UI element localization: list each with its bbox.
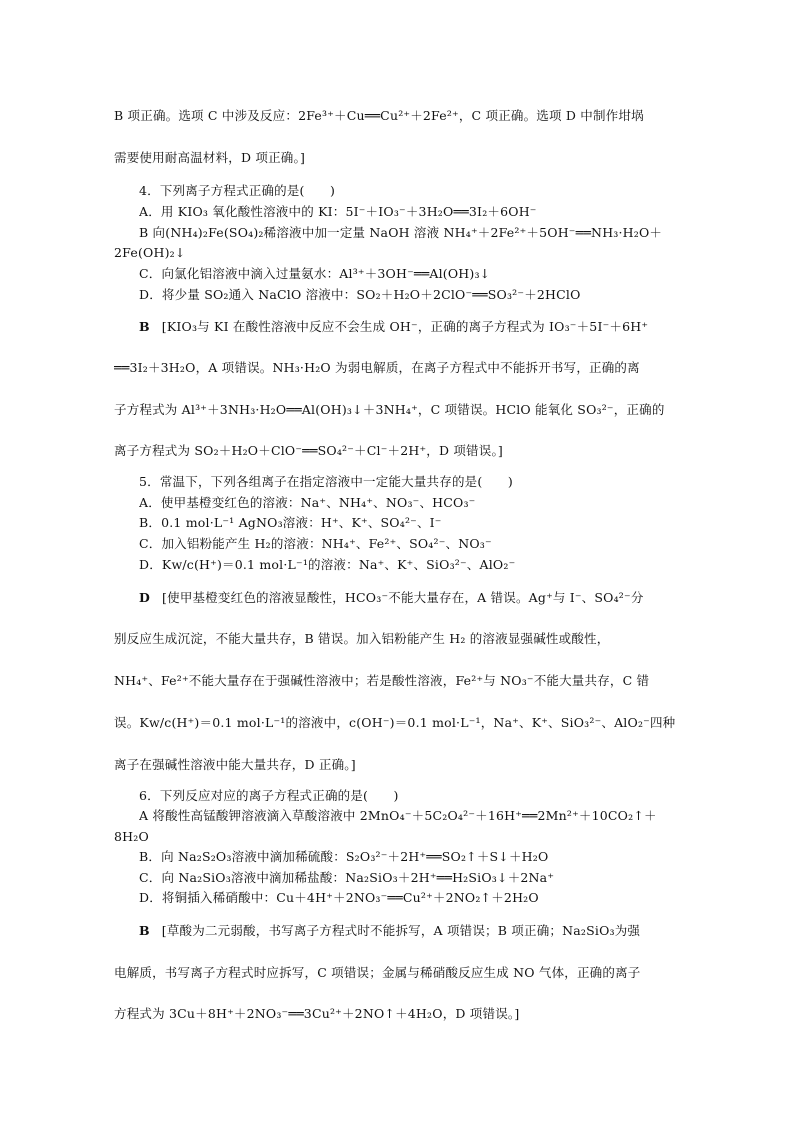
answer-6-letter: B — [139, 923, 150, 938]
answer-4-line: 离子方程式为 SO₂＋H₂O＋ClO⁻══SO₄²⁻＋Cl⁻＋2H⁺，D 项错误。] — [114, 443, 503, 458]
answer-4-line: 子方程式为 Al³⁺＋3NH₃·H₂O══Al(OH)₃↓＋3NH₄⁺，C 项错误。HClO 能氧化 SO₃²⁻，正确的 — [114, 402, 665, 417]
answer-5-line: 别反应生成沉淀，不能大量共存，B 错误。加入铝粉能产生 H₂ 的溶液显强碱性或酸性， — [114, 631, 610, 646]
answer-5-line — [139, 588, 709, 608]
question-6-stem: 6．下列反应对应的离子方程式正确的是( ) — [139, 788, 399, 803]
answer-6-line — [139, 921, 709, 941]
question-5-stem: 5．常温下，下列各组离子在指定溶液中一定能大量共存的是( ) — [139, 474, 513, 489]
answer-5-text: [使甲基橙变红色的溶液显酸性，HCO₃⁻不能大量存在，A 错误。Ag⁺与 I⁻、SO₄²⁻分 — [162, 590, 644, 605]
answer-4-text: [KIO₃与 KI 在酸性溶液中反应不会生成 OH⁻，正确的离子方程式为 IO₃⁻＋5I⁻＋6H⁺ — [161, 319, 649, 334]
answer-5-letter: D — [139, 590, 151, 605]
answer-5-line: NH₄⁺、Fe²⁺不能大量存在于强碱性溶液中；若是酸性溶液，Fe²⁺与 NO₃⁻不能大量共存，C 错 — [114, 673, 650, 688]
answer-6-line: 电解质，书写离子方程式时应拆写，C 项错误；金属与稀硝酸反应生成 NO 气体，正确的离子 — [114, 965, 641, 980]
question-4-option-c: C．向氯化铝溶液中滴入过量氨水：Al³⁺＋3OH⁻══Al(OH)₃↓ — [139, 266, 491, 281]
text-line: 需要使用耐高温材料，D 项正确。] — [114, 150, 306, 165]
question-4-option-b-cont: 2Fe(OH)₂↓ — [114, 245, 186, 260]
question-6-option-d: D．将铜插入稀硝酸中：Cu＋4H⁺＋2NO₃⁻══Cu²⁺＋2NO₂↑＋2H₂O — [139, 890, 539, 905]
answer-6-line: 方程式为 3Cu＋8H⁺＋2NO₃⁻══3Cu²⁺＋2NO↑＋4H₂O，D 项错误。] — [114, 1006, 520, 1021]
question-4-option-a: A．用 KIO₃ 氧化酸性溶液中的 KI：5I⁻＋IO₃⁻＋3H₂O══3I₂＋6OH⁻ — [139, 204, 537, 219]
question-5-option-b: B．0.1 mol·L⁻¹ AgNO₃溶液：H⁺、K⁺、SO₄²⁻、I⁻ — [139, 515, 442, 530]
question-6-option-b: B．向 Na₂S₂O₃溶液中滴加稀硫酸：S₂O₃²⁻＋2H⁺══SO₂↑＋S↓＋H₂O — [139, 849, 549, 864]
question-6-option-a-cont: 8H₂O — [114, 829, 149, 844]
answer-4-letter: B — [139, 319, 150, 334]
question-5-option-d: D．Kw/c(H⁺)＝0.1 mol·L⁻¹的溶液：Na⁺、K⁺、SiO₃²⁻、AlO₂⁻ — [139, 557, 516, 572]
answer-4-line: ══3I₂＋3H₂O，A 项错误。NH₃·H₂O 为弱电解质，在离子方程式中不能拆开书写，正确的离 — [114, 360, 640, 375]
answer-4-line — [139, 317, 709, 337]
answer-5-line: 离子在强碱性溶液中能大量共存，D 正确。] — [114, 757, 356, 772]
question-4-stem: 4．下列离子方程式正确的是( ) — [139, 183, 336, 198]
question-4-option-d: D．将少量 SO₂通入 NaClO 溶液中：SO₂＋H₂O＋2ClO⁻══SO₃²⁻＋2HClO — [139, 287, 581, 302]
question-4-option-b: B 向(NH₄)₂Fe(SO₄)₂稀溶液中加一定量 NaOH 溶液 NH₄⁺＋2Fe²⁺＋5OH⁻══NH₃·H₂O＋ — [139, 225, 663, 240]
question-5-option-c: C．加入铝粉能产生 H₂的溶液：NH₄⁺、Fe²⁺、SO₄²⁻、NO₃⁻ — [139, 536, 492, 551]
question-6-option-a: A 将酸性高锰酸钾溶液滴入草酸溶液中 2MnO₄⁻＋5C₂O₄²⁻＋16H⁺══2Mn²⁺＋10CO₂↑＋ — [139, 808, 657, 823]
question-6-option-c: C．向 Na₂SiO₃溶液中滴加稀盐酸：Na₂SiO₃＋2H⁺══H₂SiO₃↓＋2Na⁺ — [139, 870, 555, 885]
question-5-option-a: A．使甲基橙变红色的溶液：Na⁺、NH₄⁺、NO₃⁻、HCO₃⁻ — [139, 495, 476, 510]
answer-5-line: 误。Kw/c(H⁺)＝0.1 mol·L⁻¹的溶液中，c(OH⁻)＝0.1 mol·L⁻¹，Na⁺、K⁺、SiO₃²⁻、AlO₂⁻四种 — [114, 715, 676, 730]
answer-6-text: [草酸为二元弱酸，书写离子方程式时不能拆写，A 项错误；B 项正确；Na₂SiO₃为强 — [161, 923, 641, 938]
text-line: B 项正确。选项 C 中涉及反应：2Fe³⁺＋Cu══Cu²⁺＋2Fe²⁺，C 项正确。选项 D 中制作坩埚 — [114, 108, 644, 123]
